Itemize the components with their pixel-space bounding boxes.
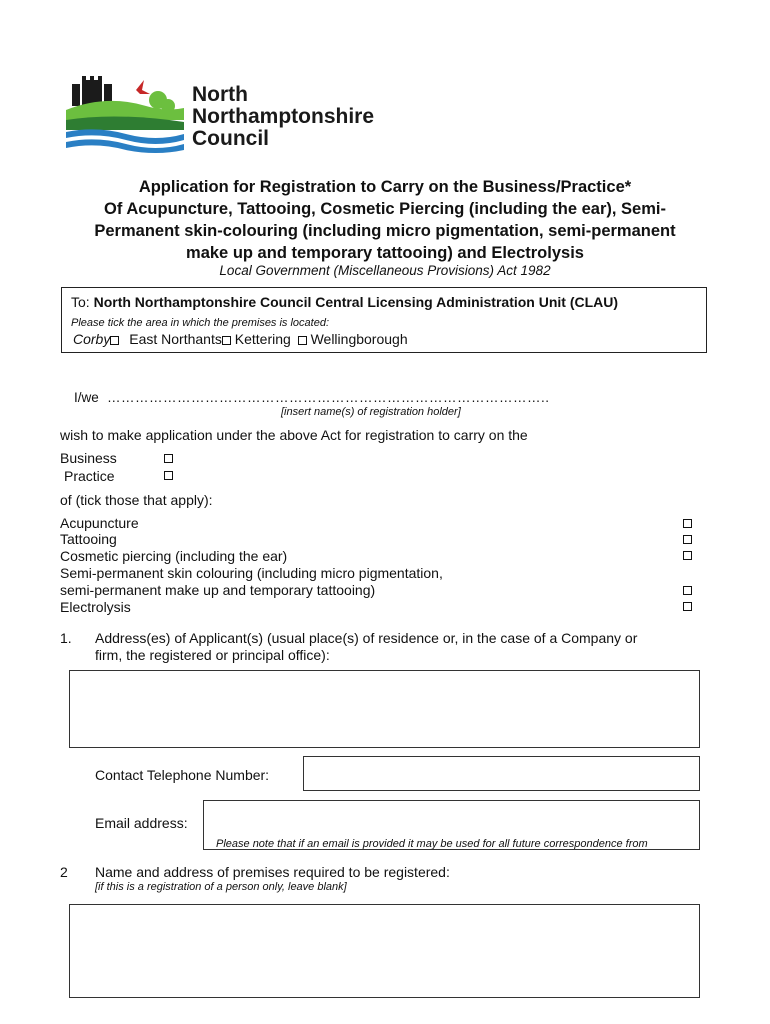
activity-electrolysis-checkbox[interactable]: [683, 602, 692, 611]
phone-label: Contact Telephone Number:: [95, 767, 270, 783]
activity-acupuncture-label: Acupuncture: [60, 515, 139, 531]
logo-line-2: Northamptonshire: [192, 105, 375, 128]
area-wellingborough-label: Wellingborough: [310, 331, 408, 347]
council-logo-graphic: [66, 76, 186, 154]
council-logo: [66, 76, 396, 154]
holder-name-field[interactable]: …………………………………………………………………………………..: [107, 390, 550, 405]
activity-electrolysis-label: Electrolysis: [60, 599, 131, 615]
activity-semi-permanent-checkbox[interactable]: [683, 586, 692, 595]
logo-line-1: North: [192, 83, 248, 106]
option-practice-checkbox[interactable]: [164, 471, 173, 480]
activity-acupuncture-checkbox[interactable]: [683, 519, 692, 528]
phone-input[interactable]: [303, 756, 700, 791]
activity-semi-permanent-label-2: semi-permanent make up and temporary tattooing): [60, 582, 376, 598]
area-kettering-checkbox[interactable]: [298, 336, 307, 345]
area-corby-checkbox[interactable]: [110, 336, 119, 345]
option-business-label: Business: [60, 450, 117, 466]
activity-semi-permanent-label-1: Semi-permanent skin colouring (including micro pigmentation,: [60, 565, 443, 581]
email-input[interactable]: [203, 800, 700, 850]
iwe-label: I/we: [74, 390, 99, 405]
form-title-line-4: make up and temporary tattooing) and Electrolysis: [186, 244, 584, 262]
area-instruction: Please tick the area in which the premises is located:: [71, 317, 330, 329]
area-east-northants-checkbox[interactable]: [222, 336, 231, 345]
section-1-title-line-1: Address(es) of Applicant(s) (usual place(s) of residence or, in the case of a Company or: [95, 630, 638, 646]
section-1-title-line-2: firm, the registered or principal office):: [95, 647, 330, 663]
form-subtitle: Local Government (Miscellaneous Provisions) Act 1982: [219, 263, 551, 278]
applicant-address-textarea[interactable]: [69, 670, 700, 748]
logo-line-3: Council: [192, 127, 269, 150]
area-corby-label: Corby: [73, 331, 111, 347]
activity-cosmetic-piercing-checkbox[interactable]: [683, 551, 692, 560]
option-practice-label: Practice: [64, 468, 115, 484]
form-title-line-3: Permanent skin-colouring (including micro pigmentation, semi-permanent: [94, 222, 676, 240]
holder-name-hint: [insert name(s) of registration holder]: [281, 406, 461, 418]
premises-address-textarea[interactable]: [69, 904, 700, 998]
to-label: To:: [71, 294, 90, 310]
section-2-hint: [if this is a registration of a person only, leave blank]: [95, 881, 347, 893]
wish-text: wish to make application under the above Act for registration to carry on the: [60, 427, 528, 443]
form-title-line-2: Of Acupuncture, Tattooing, Cosmetic Piercing (including the ear), Semi-: [104, 200, 666, 218]
form-title-line-1: Application for Registration to Carry on the Business/Practice*: [138, 178, 632, 196]
section-1-number: 1.: [60, 630, 72, 646]
area-options: [73, 331, 408, 347]
option-business-checkbox[interactable]: [164, 454, 173, 463]
recipient-name: North Northamptonshire Council Central Licensing Administration Unit (CLAU): [93, 294, 619, 310]
activity-cosmetic-piercing-label: Cosmetic piercing (including the ear): [60, 548, 288, 564]
area-east-northants-label: East Northants: [129, 331, 222, 347]
activity-tattooing-label: Tattooing: [60, 531, 117, 547]
email-note: Please note that if an email is provided it may be used for all future correspondence from: [216, 838, 648, 850]
recipient-line: [71, 294, 618, 310]
email-label: Email address:: [95, 815, 188, 831]
area-kettering-label: Kettering: [234, 331, 291, 347]
activity-tattooing-checkbox[interactable]: [683, 535, 692, 544]
tick-instruction: of (tick those that apply):: [60, 492, 213, 508]
section-2-title: Name and address of premises required to be registered:: [95, 864, 450, 880]
section-2-number: 2: [60, 864, 68, 880]
recipient-box: [61, 287, 707, 353]
